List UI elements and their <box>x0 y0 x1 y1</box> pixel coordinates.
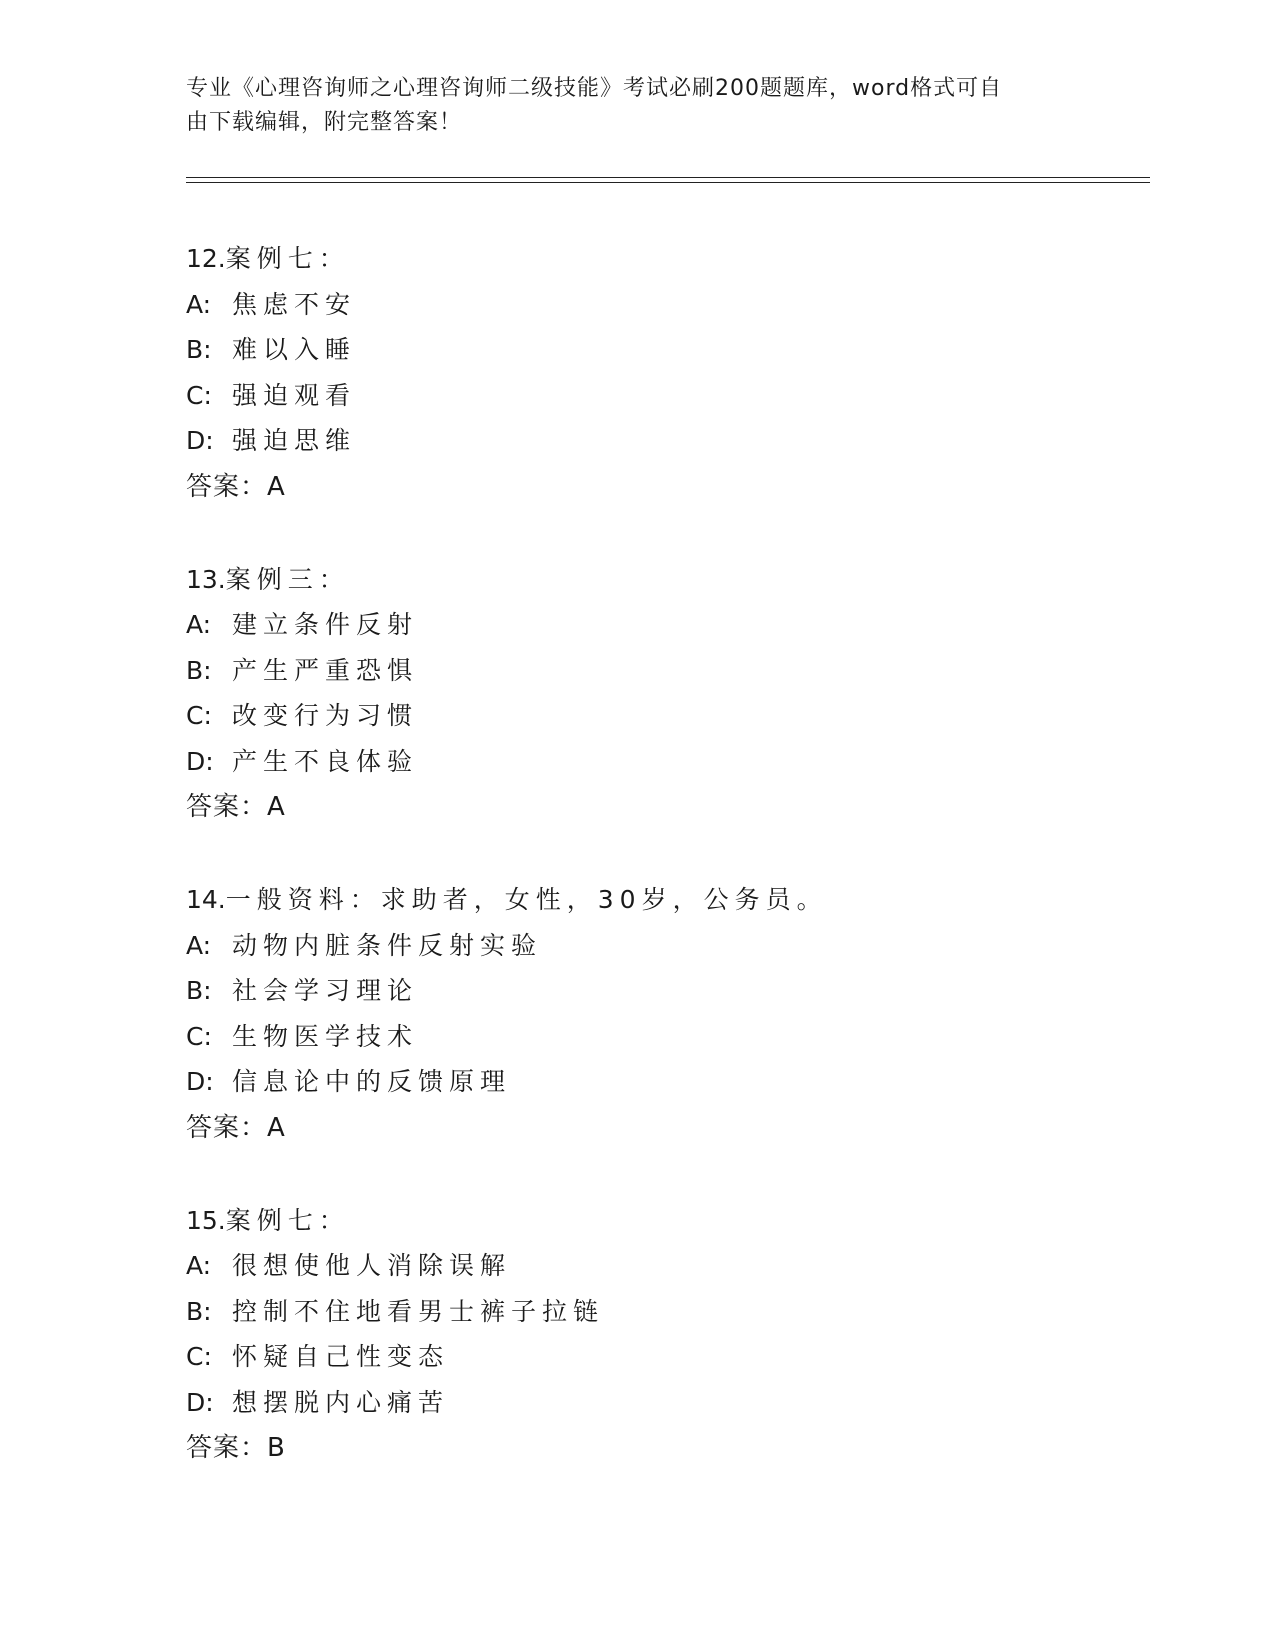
question-text: 一般资料：求助者，女性，30岁，公务员。 <box>225 885 828 914</box>
option-label: C: <box>186 380 212 410</box>
option-c <box>186 1014 1146 1060</box>
option-a <box>186 923 1146 969</box>
option-d <box>186 1059 1146 1105</box>
question-number: 12. <box>186 244 226 273</box>
option-text: 产生严重恐惧 <box>232 655 419 685</box>
answer: 答案：A <box>186 792 286 822</box>
option-label: C: <box>186 1021 212 1051</box>
option-a <box>186 602 1146 648</box>
answer: 答案：A <box>186 1112 286 1143</box>
option-text: 建立条件反射 <box>232 610 419 639</box>
question-text: 案例七： <box>225 1205 350 1235</box>
option-label: A: <box>186 1251 212 1280</box>
option-text: 怀疑自己性变态 <box>232 1342 450 1371</box>
question-number: 15. <box>186 1205 226 1235</box>
option-label: D: <box>186 746 214 776</box>
header-divider-bottom <box>186 182 1150 183</box>
header-line-2: 由下载编辑，附完整答案！ <box>186 110 463 135</box>
option-text: 动物内脏条件反射实验 <box>232 930 543 960</box>
question-number: 13. <box>186 564 226 594</box>
option-text: 信息论中的反馈原理 <box>232 1067 512 1096</box>
option-label: D: <box>186 1387 214 1417</box>
question-12 <box>186 236 1146 510</box>
option-text: 难以入睡 <box>232 335 357 364</box>
header-line-1: 专业《心理咨询师之心理咨询师二级技能》考试必刷200题题库，word格式可自 <box>186 76 1003 101</box>
option-a <box>186 282 1146 328</box>
option-label: B: <box>186 335 212 364</box>
option-text: 控制不住地看男士裤子拉链 <box>232 1296 605 1326</box>
option-label: D: <box>186 1067 214 1096</box>
question-stem <box>186 877 1146 923</box>
option-b <box>186 327 1146 373</box>
option-b <box>186 648 1146 694</box>
option-text: 想摆脱内心痛苦 <box>232 1387 450 1417</box>
answer: 答案：A <box>186 471 286 502</box>
option-c <box>186 373 1146 419</box>
option-c <box>186 1334 1146 1380</box>
answer: 答案：B <box>186 1433 286 1463</box>
option-d <box>186 1380 1146 1426</box>
question-number: 14. <box>186 885 226 914</box>
option-text: 强迫思维 <box>232 426 357 455</box>
question-15 <box>186 1198 1146 1472</box>
option-text: 强迫观看 <box>232 380 357 410</box>
question-list <box>186 236 1146 1518</box>
option-text: 社会学习理论 <box>232 976 419 1005</box>
option-b <box>186 968 1146 1014</box>
option-a <box>186 1243 1146 1289</box>
question-stem <box>186 557 1146 603</box>
option-text: 焦虑不安 <box>232 289 357 319</box>
option-d <box>186 418 1146 464</box>
option-b <box>186 1289 1146 1335</box>
header-divider-top <box>186 177 1150 178</box>
option-c <box>186 693 1146 739</box>
option-label: C: <box>186 701 212 730</box>
option-label: A: <box>186 930 212 960</box>
document-header <box>186 72 1076 140</box>
option-label: D: <box>186 426 214 455</box>
option-label: B: <box>186 1296 212 1326</box>
option-label: C: <box>186 1342 212 1371</box>
option-text: 改变行为习惯 <box>232 701 419 730</box>
option-d <box>186 739 1146 785</box>
option-text: 产生不良体验 <box>232 746 419 776</box>
option-label: A: <box>186 610 212 639</box>
question-14 <box>186 877 1146 1151</box>
option-label: A: <box>186 289 212 319</box>
question-stem <box>186 1198 1146 1244</box>
question-stem <box>186 236 1146 282</box>
option-label: B: <box>186 976 212 1005</box>
question-text: 案例七： <box>225 244 350 273</box>
option-label: B: <box>186 655 212 685</box>
option-text: 生物医学技术 <box>232 1021 419 1051</box>
question-13 <box>186 557 1146 831</box>
option-text: 很想使他人消除误解 <box>232 1251 512 1280</box>
question-text: 案例三： <box>225 564 350 594</box>
